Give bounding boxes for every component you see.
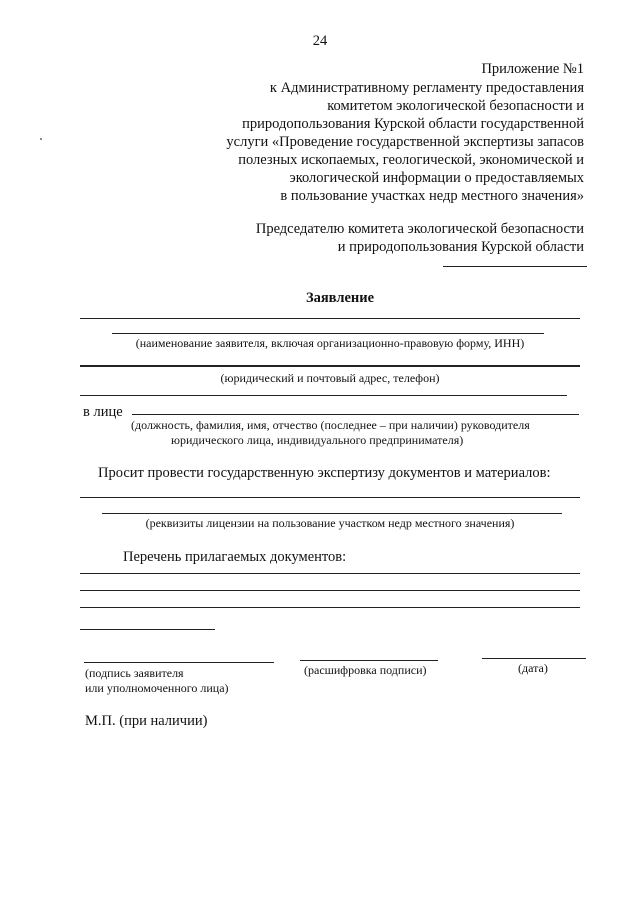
appendix-line-4: услуги «Проведение государственной экспертизы запасов bbox=[226, 134, 584, 150]
addressee-line-2: и природопользования Курской области bbox=[337, 239, 584, 255]
request-line-2 bbox=[102, 513, 562, 514]
addressee-signature-line bbox=[443, 266, 587, 267]
appendix-line-7: в пользование участках недр местного значения» bbox=[280, 188, 584, 204]
appendix-title: Приложение №1 bbox=[481, 61, 584, 77]
address-line bbox=[80, 365, 580, 367]
addressee-line-1: Председателю комитета экологической безопасности bbox=[255, 221, 584, 237]
address-line-2 bbox=[80, 395, 567, 396]
person-caption-line-1: (должность, фамилия, имя, отчество (последнее – при наличии) руководителя bbox=[131, 418, 530, 432]
request-line-1 bbox=[80, 497, 580, 498]
appendix-line-3: природопользования Курской области государственной bbox=[242, 116, 584, 132]
request-text: Просит провести государственную экспертизу документов и материалов: bbox=[98, 465, 551, 481]
scan-speck bbox=[40, 138, 42, 140]
signature-caption-line-2: или уполномоченного лица) bbox=[85, 681, 229, 695]
applicant-name-line-1 bbox=[80, 318, 580, 319]
attachments-label: Перечень прилагаемых документов: bbox=[123, 549, 347, 565]
attachments-line-1 bbox=[80, 573, 580, 574]
appendix-line-2: комитетом экологической безопасности и bbox=[327, 98, 584, 114]
date-line bbox=[482, 658, 586, 659]
form-title: Заявление bbox=[305, 290, 375, 306]
decoding-line bbox=[300, 660, 438, 661]
address-caption: (юридический и почтовый адрес, телефон) bbox=[220, 371, 440, 385]
license-caption: (реквизиты лицензии на пользование участком недр местного значения) bbox=[145, 516, 515, 530]
signature-caption-line-1: (подпись заявителя bbox=[85, 666, 184, 680]
page-number: 24 bbox=[312, 33, 328, 49]
applicant-name-caption: (наименование заявителя, включая организационно-правовую форму, ИНН) bbox=[135, 336, 525, 350]
decoding-caption: (расшифровка подписи) bbox=[304, 663, 427, 677]
attachments-line-4 bbox=[80, 629, 215, 630]
person-caption-line-2: юридического лица, индивидуального предпринимателя) bbox=[171, 433, 464, 447]
stamp-label: М.П. (при наличии) bbox=[85, 713, 208, 729]
attachments-line-3 bbox=[80, 607, 580, 608]
date-caption: (дата) bbox=[518, 661, 548, 675]
appendix-line-1: к Административному регламенту предоставления bbox=[269, 80, 584, 96]
signature-line bbox=[84, 662, 274, 663]
attachments-line-2 bbox=[80, 590, 580, 591]
appendix-line-5: полезных ископаемых, геологической, экономической и bbox=[238, 152, 584, 168]
applicant-name-line-2 bbox=[112, 333, 544, 334]
in-person-label: в лице bbox=[83, 404, 123, 420]
person-line bbox=[132, 414, 579, 415]
appendix-line-6: экологической информации о предоставляемых bbox=[289, 170, 584, 186]
